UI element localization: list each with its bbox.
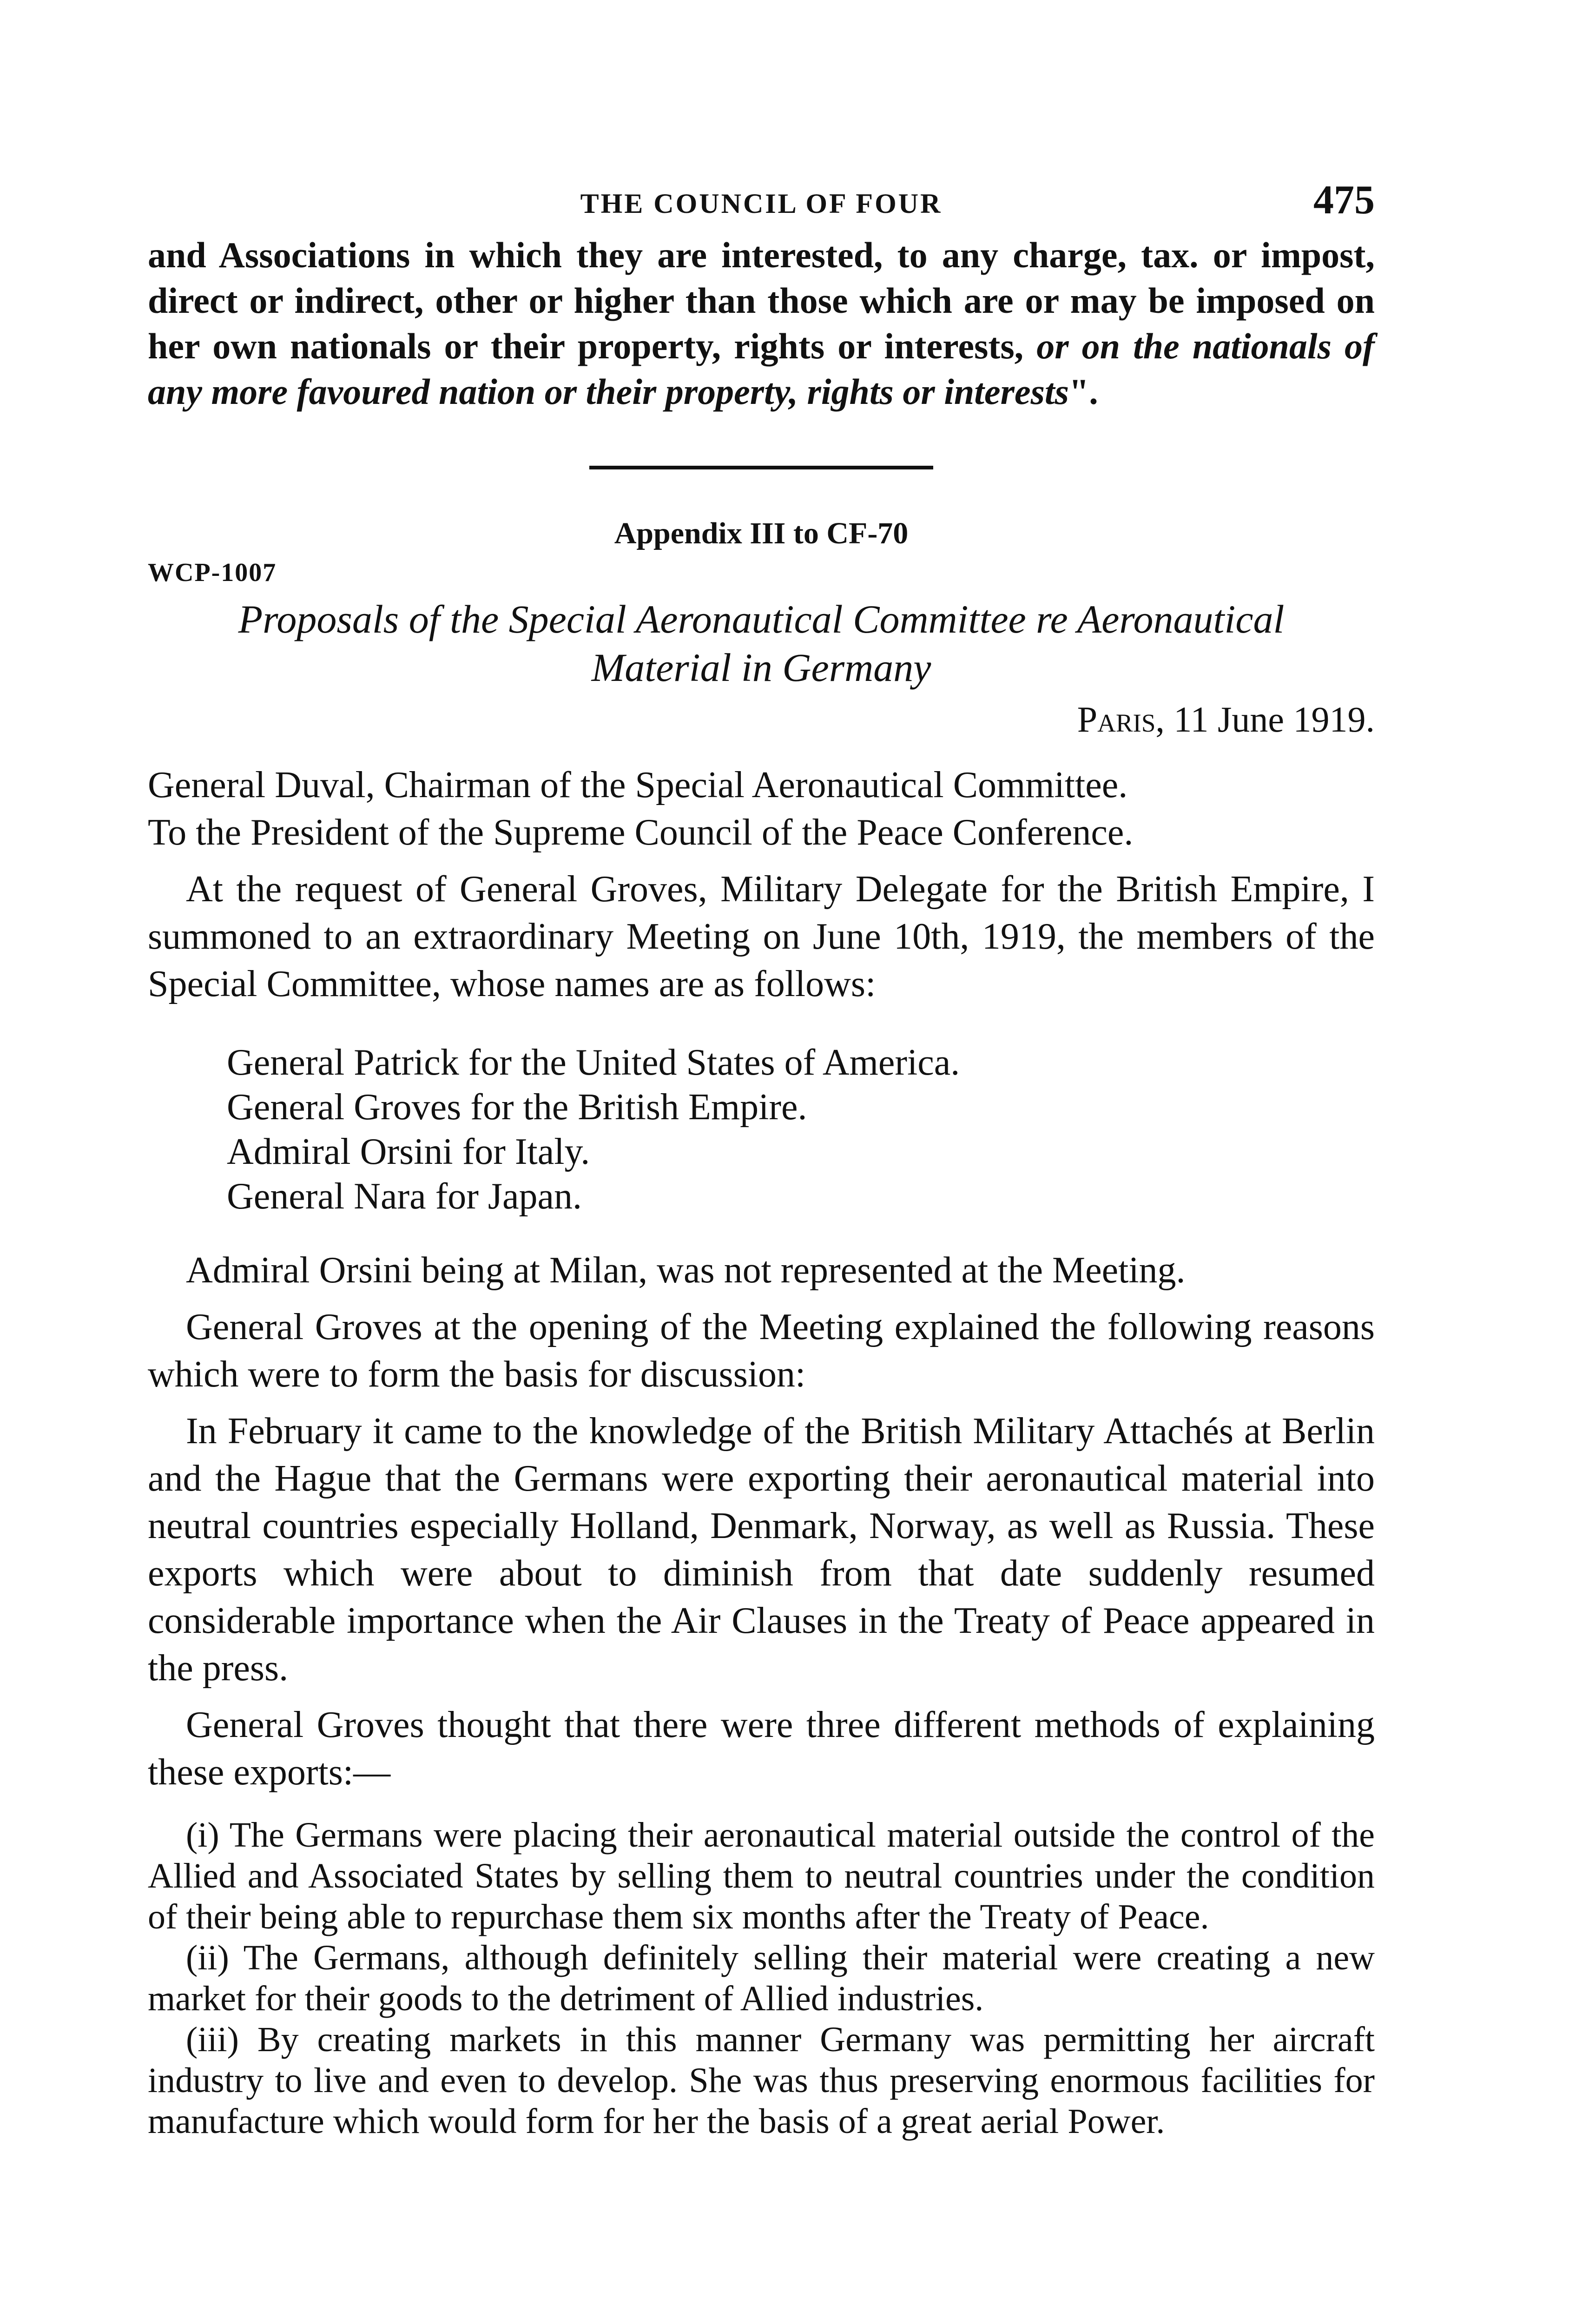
paragraph-request: At the request of General Groves, Military Delegate for the British Empire, I summoned to an extraordinary Meeting on June 10th, 1919, the members of the Special Committee, whose names are as follows: <box>148 869 1375 1004</box>
document-title <box>148 595 1375 692</box>
appendix-heading <box>148 516 1375 590</box>
dateline <box>148 696 1375 743</box>
paragraph-groves-opening: General Groves at the opening of the Meeting explained the following reasons which were to form the basis for discussion: <box>148 1307 1375 1395</box>
address-to: To the President of the Supreme Council of the Peace Conference. <box>148 812 1134 853</box>
section-divider <box>589 466 933 469</box>
paragraph-orsini: Admiral Orsini being at Milan, was not represented at the Meeting. <box>186 1250 1186 1291</box>
running-header <box>148 177 1375 232</box>
appendix-title: Appendix III to CF-70 <box>614 516 909 550</box>
opening-paragraph-closing: ". <box>1068 371 1098 412</box>
document-code: WCP-1007 <box>148 558 277 587</box>
committee-members-list <box>227 1040 1375 1219</box>
opening-paragraph-plain: and Associations in which they are interested, to any charge, tax. or impost, direct or indirect, other or higher than those which are or may be imposed on her own nationals or their property, rights or interests, <box>148 235 1375 366</box>
running-title: THE COUNCIL OF FOUR <box>580 188 943 219</box>
method-item-2: (ii) The Germans, although definitely selling their material were creating a new market for their goods to the detriment of Allied industries. <box>148 1938 1375 2018</box>
opening-paragraph <box>148 232 1375 415</box>
dateline-place: Paris <box>1077 699 1156 739</box>
member-item: Admiral Orsini for Italy. <box>227 1131 590 1172</box>
paragraph-february: In February it came to the knowledge of the British Military Attachés at Berlin and the Hague that the Germans were exporting their aeronautical material into neutral countries especially Holland, Denmark, Norway, as well as Russia. These exports which were about to diminish from that date suddenly resumed considerable importance when the Air Clauses in the Treaty of Peace appeared in the press. <box>148 1411 1375 1689</box>
page-number: 475 <box>1313 178 1375 223</box>
address-from: General Duval, Chairman of the Special Aeronautical Committee. <box>148 765 1128 805</box>
document-title-line1: Proposals of the Special Aeronautical Committee re Aeronautical <box>238 597 1285 641</box>
paragraph-three-methods: General Groves thought that there were three different methods of explaining these exports:— <box>148 1704 1375 1793</box>
method-item-1: (i) The Germans were placing their aeronautical material outside the control of the Allied and Associated States by selling them to neutral countries under the condition of their being able to repurchase them six months after the Treaty of Peace. <box>148 1816 1375 1936</box>
member-item: General Patrick for the United States of America. <box>227 1042 960 1083</box>
dateline-date: , 11 June 1919. <box>1155 699 1375 739</box>
method-item-3: (iii) By creating markets in this manner Germany was permitting her aircraft industry to live and even to develop. She was thus preserving enormous facilities for manufacture which would form for her the basis of a great aerial Power. <box>148 2020 1375 2141</box>
member-item: General Groves for the British Empire. <box>227 1087 807 1128</box>
page-body <box>148 177 1375 2142</box>
document-title-line2: Material in Germany <box>591 645 931 690</box>
member-item: General Nara for Japan. <box>227 1176 582 1217</box>
opening-paragraph-italic: or on the nationals of any more favoured nation or their property, rights or interests <box>148 326 1375 412</box>
